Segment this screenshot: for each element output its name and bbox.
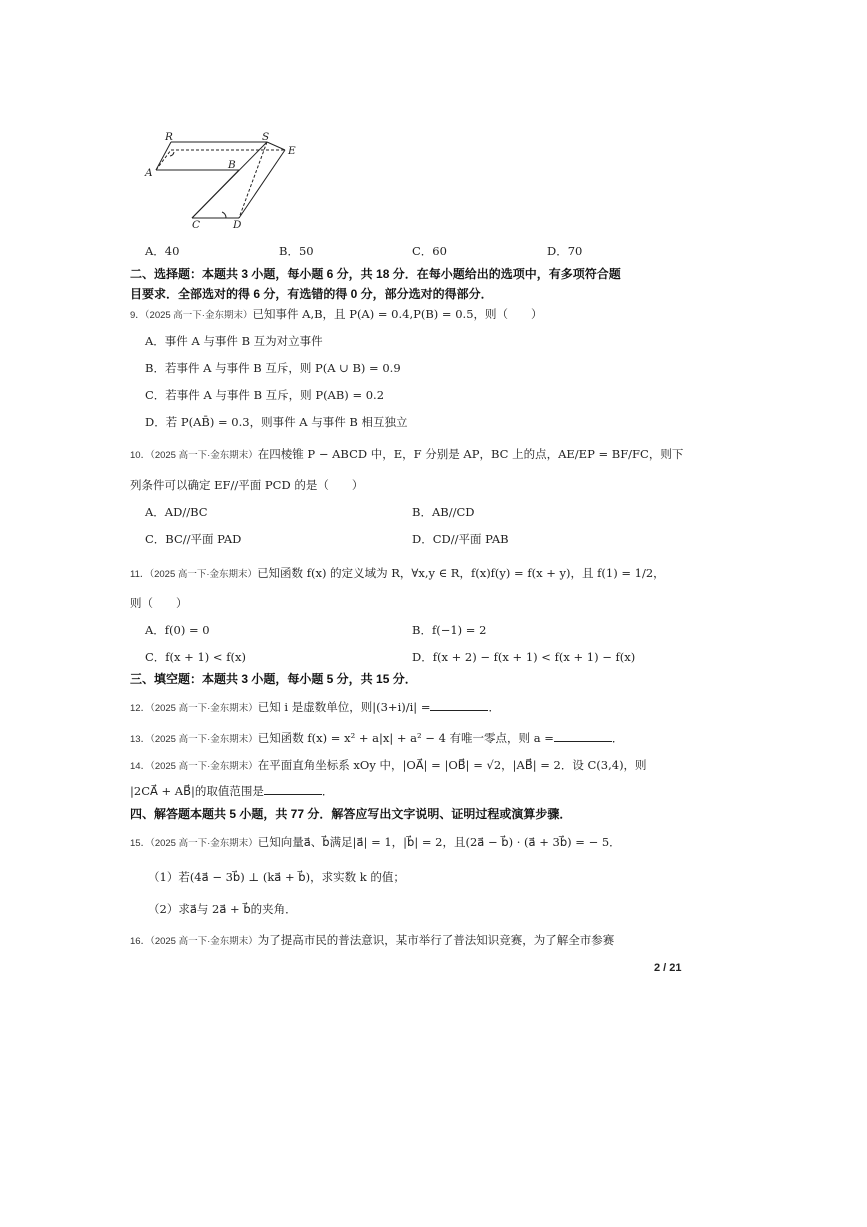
q12-stem [130, 699, 500, 715]
q11-stem [130, 565, 665, 581]
q11-option-a[interactable]: A．f(0) = 0 [145, 623, 210, 637]
q9-option-d[interactable]: D．若 P(AB̄) = 0.3，则事件 A 与事件 B 相互独立 [145, 415, 408, 429]
q14-end: ． [321, 784, 334, 798]
q9-option-a[interactable]: A．事件 A 与事件 B 互为对立事件 [145, 334, 323, 348]
q15-part-1: （1）若(4a⃗ − 3b⃗) ⊥ (ka⃗ + b⃗)，求实数 k 的值； [148, 870, 405, 884]
q13-text: 已知函数 f(x) = x² + a|x| + a² − 4 有唯一零点，则 a = [257, 731, 554, 745]
q9-source: 9．（2025 高一下·金东期末） [130, 310, 253, 321]
q9-text: 已知事件 A,B，且 P(A) = 0.4,P(B) = 0.5，则（ ） [252, 307, 543, 321]
q11-stem-line2: 则（ ） [130, 596, 188, 610]
section3-heading: 三、填空题：本题共 3 小题，每小题 5 分，共 15 分． [130, 672, 417, 686]
q14-stem-line2 [130, 783, 333, 799]
q9-option-b[interactable]: B．若事件 A 与事件 B 互斥，则 P(A ∪ B) = 0.9 [145, 361, 401, 375]
q16-text: 为了提高市民的普法意识，某市举行了普法知识竞赛，为了解全市参赛 [257, 933, 615, 947]
q11-option-b[interactable]: B．f(−1) = 2 [412, 623, 487, 637]
q10-option-c[interactable]: C．BC//平面 PAD [145, 532, 242, 546]
q15-text: 已知向量a⃗、b⃗满足|a⃗| = 1，|b⃗| = 2，且(2a⃗ − b⃗) · (a⃗ + 3b⃗) = − 5． [257, 835, 621, 849]
geometry-figure [140, 130, 310, 232]
q12-end: ． [488, 700, 500, 714]
label-B: B [228, 159, 236, 171]
q8-option-d[interactable]: D．70 [547, 244, 583, 258]
q9-option-c[interactable]: C．若事件 A 与事件 B 互斥，则 P(AB) = 0.2 [145, 388, 385, 402]
q10-stem [130, 446, 683, 462]
q11-option-c[interactable]: C．f(x + 1) < f(x) [145, 650, 246, 664]
q13-stem [130, 730, 623, 746]
q15-part-2: （2）求a⃗与 2a⃗ + b⃗的夹角． [148, 902, 297, 916]
q10-option-b[interactable]: B．AB//CD [412, 505, 475, 519]
q13-source: 13．（2025 高一下·金东期末） [130, 734, 258, 745]
section2-heading-line1: 二、选择题：本题共 3 小题，每小题 6 分，共 18 分．在每小题给出的选项中，有多项符合题 [130, 267, 621, 281]
q11-text: 已知函数 f(x) 的定义域为 R，∀x,y ∈ R，f(x)f(y) = f(x + y)，且 f(1) = 1/2， [257, 566, 665, 580]
label-E: E [288, 145, 296, 157]
q12-answer-blank[interactable] [430, 699, 488, 711]
q12-text: 已知 i 是虚数单位，则|(3+i)/i| = [257, 700, 431, 714]
q16-stem [130, 932, 614, 948]
section2-heading-line2: 目要求．全部选对的得 6 分，有选错的得 0 分，部分选对的得部分． [130, 287, 493, 301]
q10-option-d[interactable]: D．CD//平面 PAB [412, 532, 509, 546]
label-C: C [192, 219, 201, 231]
q16-source: 16．（2025 高一下·金东期末） [130, 936, 258, 947]
q10-text: 在四棱锥 P − ABCD 中，E，F 分别是 AP，BC 上的点，AE/EP = BF/FC，则下 [257, 447, 684, 461]
q14-text: 在平面直角坐标系 xOy 中，|OA⃗| = |OB⃗| = √2，|AB⃗| = 2．设 C(3,4)，则 [257, 758, 647, 772]
q15-source: 15．（2025 高一下·金东期末） [130, 838, 258, 849]
q10-source: 10．（2025 高一下·金东期末） [130, 450, 258, 461]
q12-source: 12．（2025 高一下·金东期末） [130, 703, 258, 714]
q13-end: ． [611, 731, 624, 745]
q8-option-c[interactable]: C．60 [412, 244, 447, 258]
q13-answer-blank[interactable] [554, 730, 612, 742]
label-R: R [165, 131, 173, 143]
q14-stem [130, 757, 647, 773]
q14-text-line2: |2CA⃗ + AB⃗|的取值范围是 [130, 784, 264, 798]
label-D: D [233, 219, 242, 231]
q14-answer-blank[interactable] [264, 783, 322, 795]
q8-option-b[interactable]: B．50 [279, 244, 314, 258]
q8-option-a[interactable]: A．40 [145, 244, 180, 258]
section4-heading: 四、解答题本题共 5 小题，共 77 分．解答应写出文字说明、证明过程或演算步骤． [130, 807, 572, 821]
q11-option-d[interactable]: D．f(x + 2) − f(x + 1) < f(x + 1) − f(x) [412, 650, 636, 664]
q10-option-a[interactable]: A．AD//BC [145, 505, 208, 519]
page-number: 2 / 21 [654, 962, 682, 974]
label-A: A [145, 167, 153, 179]
q11-source: 11．（2025 高一下·金东期末） [130, 569, 258, 580]
label-S: S [262, 131, 270, 143]
q10-stem-line2: 列条件可以确定 EF//平面 PCD 的是（ ） [130, 478, 364, 492]
q15-stem [130, 834, 621, 850]
q9-stem [130, 306, 543, 322]
q14-source: 14．（2025 高一下·金东期末） [130, 761, 258, 772]
